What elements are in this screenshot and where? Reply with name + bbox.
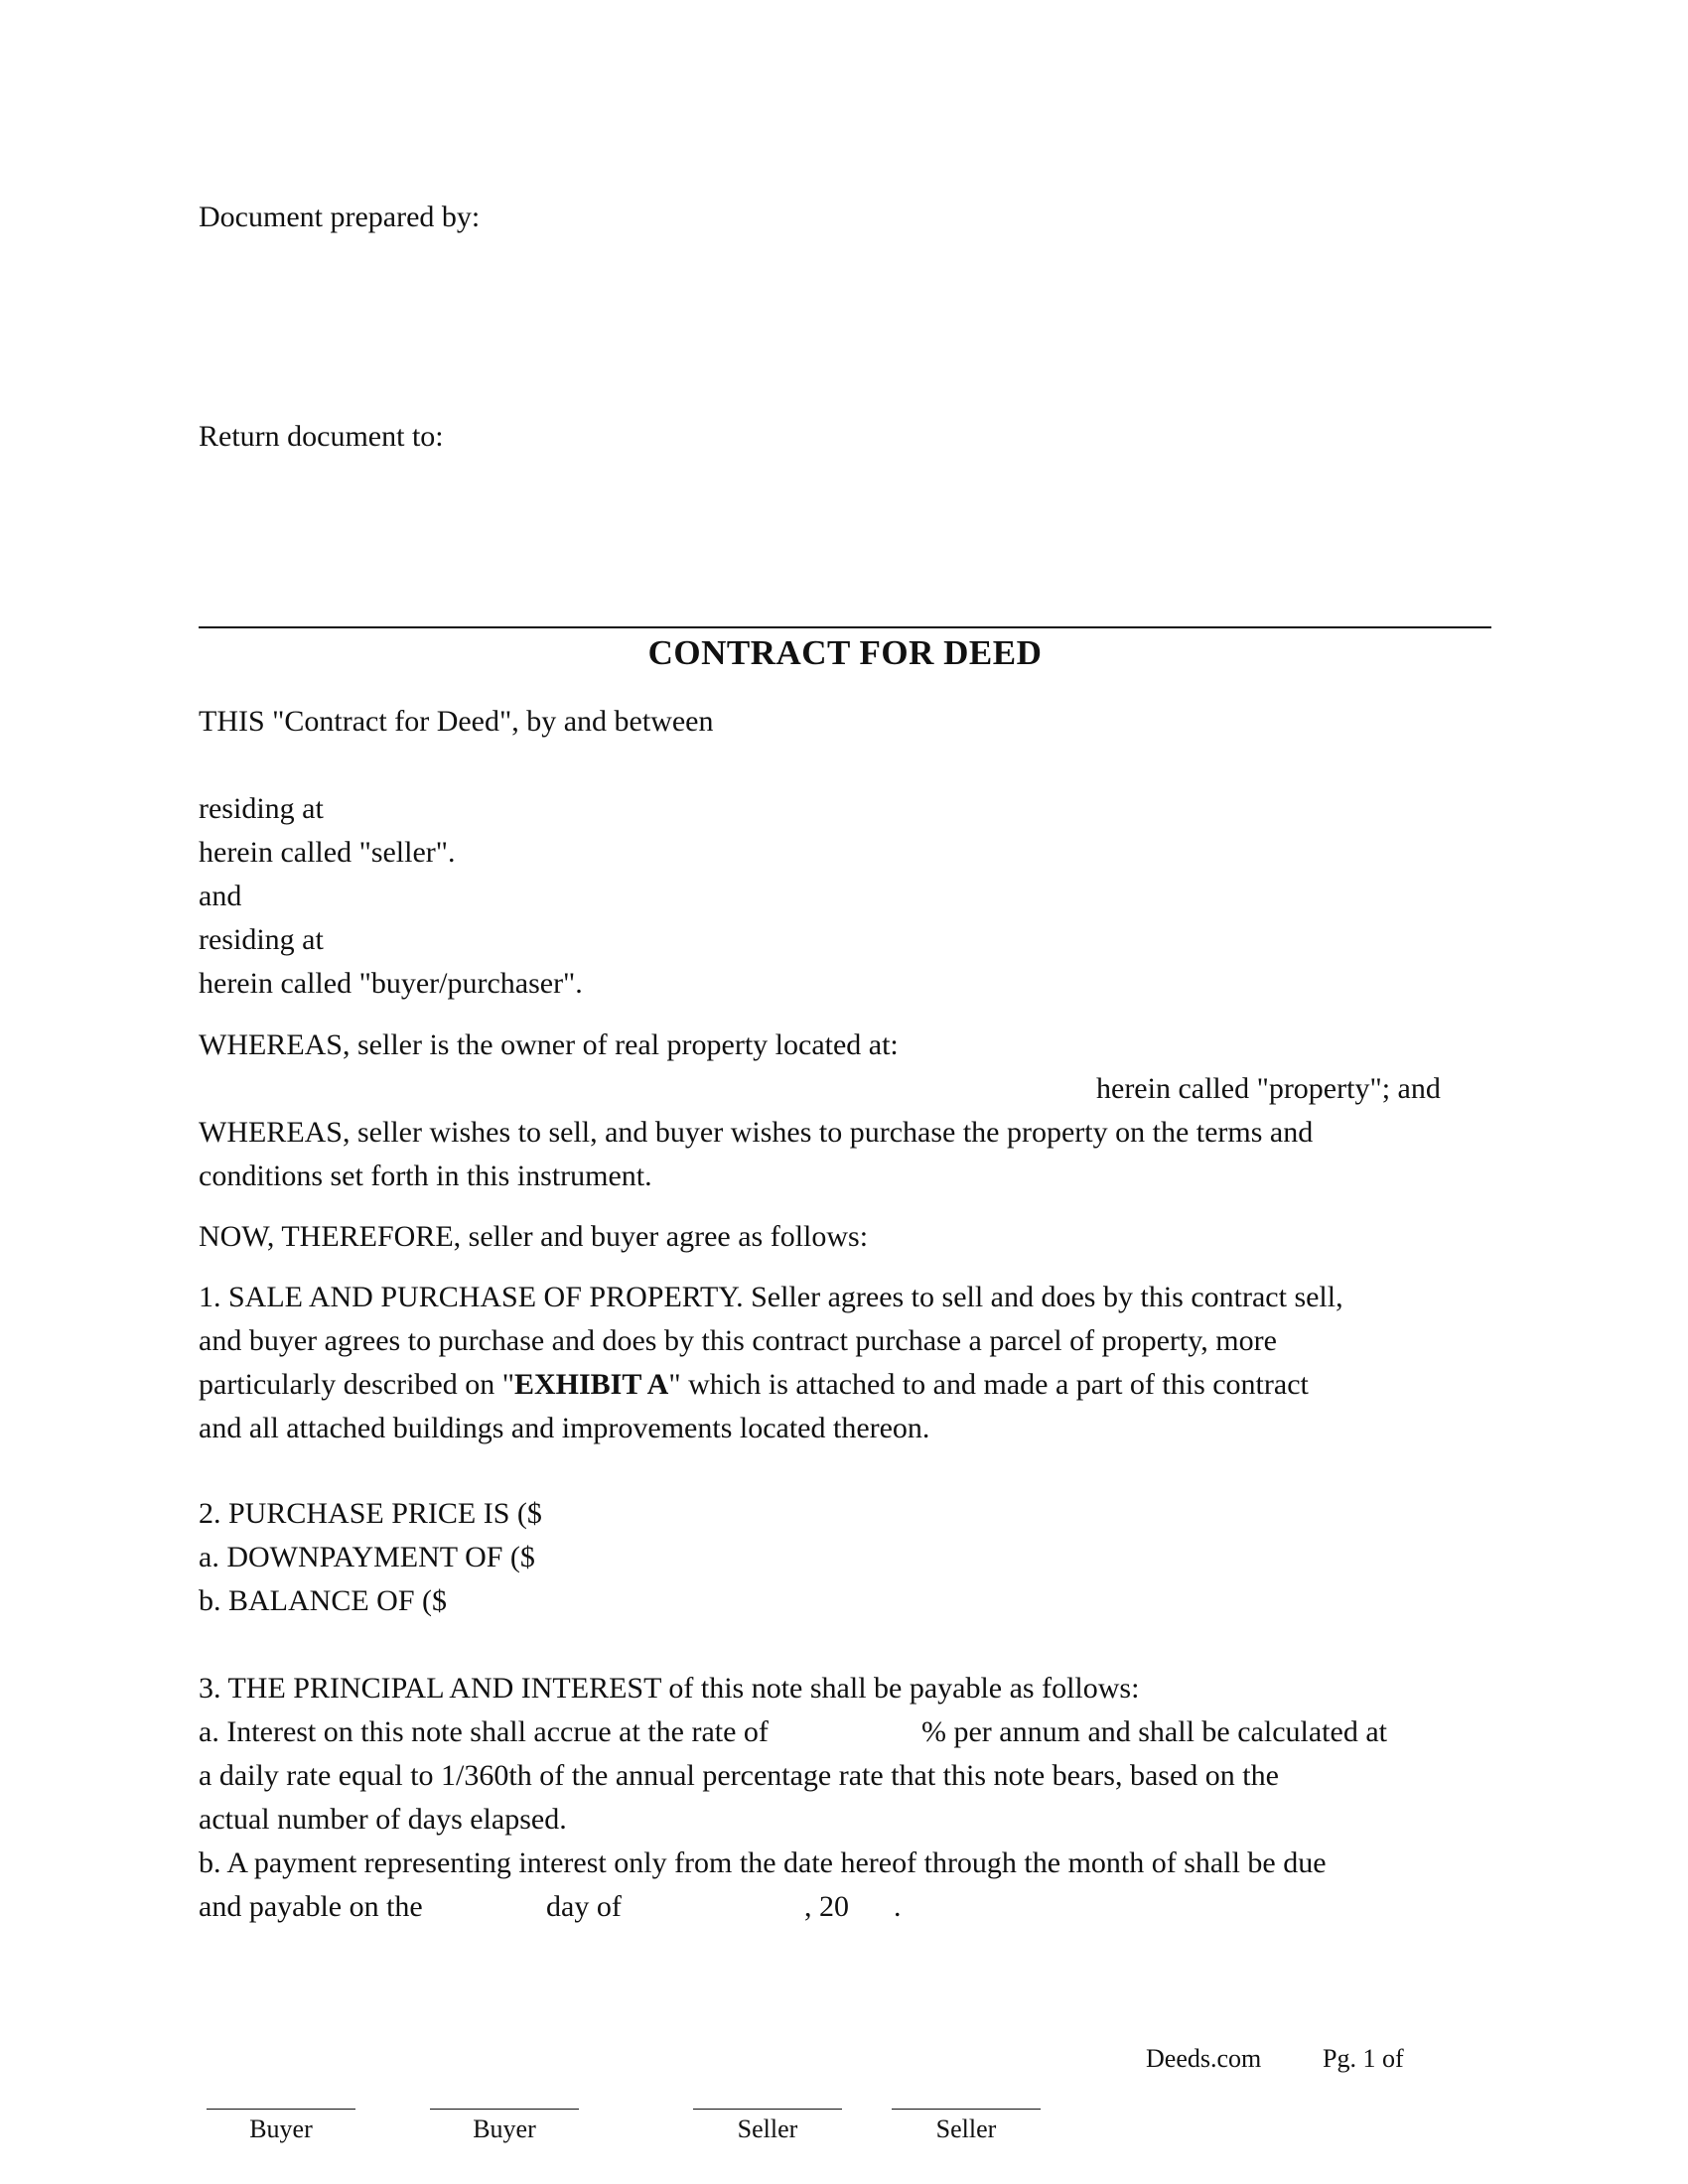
section3-heading: 3. THE PRINCIPAL AND INTEREST of this note shall be payable as follows: (199, 1672, 1140, 1705)
buyer-residing: residing at (199, 923, 324, 956)
buyer-signature-label-1: Buyer (249, 2115, 313, 2143)
property-called: herein called "property"; and (1096, 1072, 1441, 1105)
whereas-wishes-line2: conditions set forth in this instrument. (199, 1160, 652, 1192)
section1-line1: 1. SALE AND PURCHASE OF PROPERTY. Seller agrees to sell and does by this contract sell, (199, 1281, 1343, 1313)
payment-line2-pre: and payable on the (199, 1890, 423, 1923)
seller-signature-label-1: Seller (737, 2115, 798, 2143)
buyer-called: herein called "buyer/purchaser". (199, 967, 583, 1000)
page-number: Pg. 1 of (1323, 2044, 1404, 2073)
whereas-owner: WHEREAS, seller is the owner of real property located at: (199, 1028, 899, 1061)
seller-residing: residing at (199, 792, 324, 825)
seller-signature-label-2: Seller (935, 2115, 997, 2143)
section1-line3 (199, 1368, 1309, 1402)
title-divider (199, 626, 1491, 628)
interest-rate-post: % per annum and shall be calculated at (921, 1715, 1387, 1748)
section1-line3-post: " which is attached to and made a part of this contract (668, 1368, 1309, 1401)
interest-line3: actual number of days elapsed. (199, 1803, 567, 1836)
whereas-wishes-line1: WHEREAS, seller wishes to sell, and buyer wishes to purchase the property on the terms and (199, 1116, 1314, 1149)
seller-called: herein called "seller". (199, 836, 456, 869)
payment-line1: b. A payment representing interest only from the date hereof through the month of shall be due (199, 1846, 1327, 1879)
section1-line3-pre: particularly described on " (199, 1368, 514, 1401)
exhibit-a-reference: EXHIBIT A (513, 1368, 669, 1401)
therefore-clause: NOW, THEREFORE, seller and buyer agree as follows: (199, 1220, 869, 1253)
purchase-price: 2. PURCHASE PRICE IS ($ (199, 1497, 542, 1530)
downpayment: a. DOWNPAYMENT OF ($ (199, 1541, 535, 1573)
return-to-label: Return document to: (199, 420, 444, 453)
footer-site: Deeds.com (1146, 2044, 1262, 2073)
document-title: CONTRACT FOR DEED (647, 633, 1043, 672)
seller-signature-line-1 (693, 2109, 842, 2110)
prepared-by-label: Document prepared by: (199, 201, 481, 233)
interest-rate-pre: a. Interest on this note shall accrue at the rate of (199, 1715, 769, 1748)
seller-signature-line-2 (892, 2109, 1041, 2110)
balance: b. BALANCE OF ($ (199, 1584, 448, 1617)
buyer-signature-label-2: Buyer (473, 2115, 536, 2143)
section1-line2: and buyer agrees to purchase and does by this contract purchase a parcel of property, more (199, 1324, 1277, 1357)
buyer-signature-line-2 (430, 2109, 579, 2110)
payment-year: , 20 (804, 1890, 849, 1923)
payment-period: . (894, 1890, 902, 1923)
parties-intro: THIS "Contract for Deed", by and between (199, 705, 714, 738)
section1-line4: and all attached buildings and improvements located thereon. (199, 1412, 930, 1444)
interest-line2: a daily rate equal to 1/360th of the annual percentage rate that this note bears, based on the (199, 1759, 1279, 1792)
buyer-signature-line-1 (207, 2109, 355, 2110)
payment-day-of: day of (546, 1890, 622, 1923)
and-conjunction: and (199, 880, 242, 912)
